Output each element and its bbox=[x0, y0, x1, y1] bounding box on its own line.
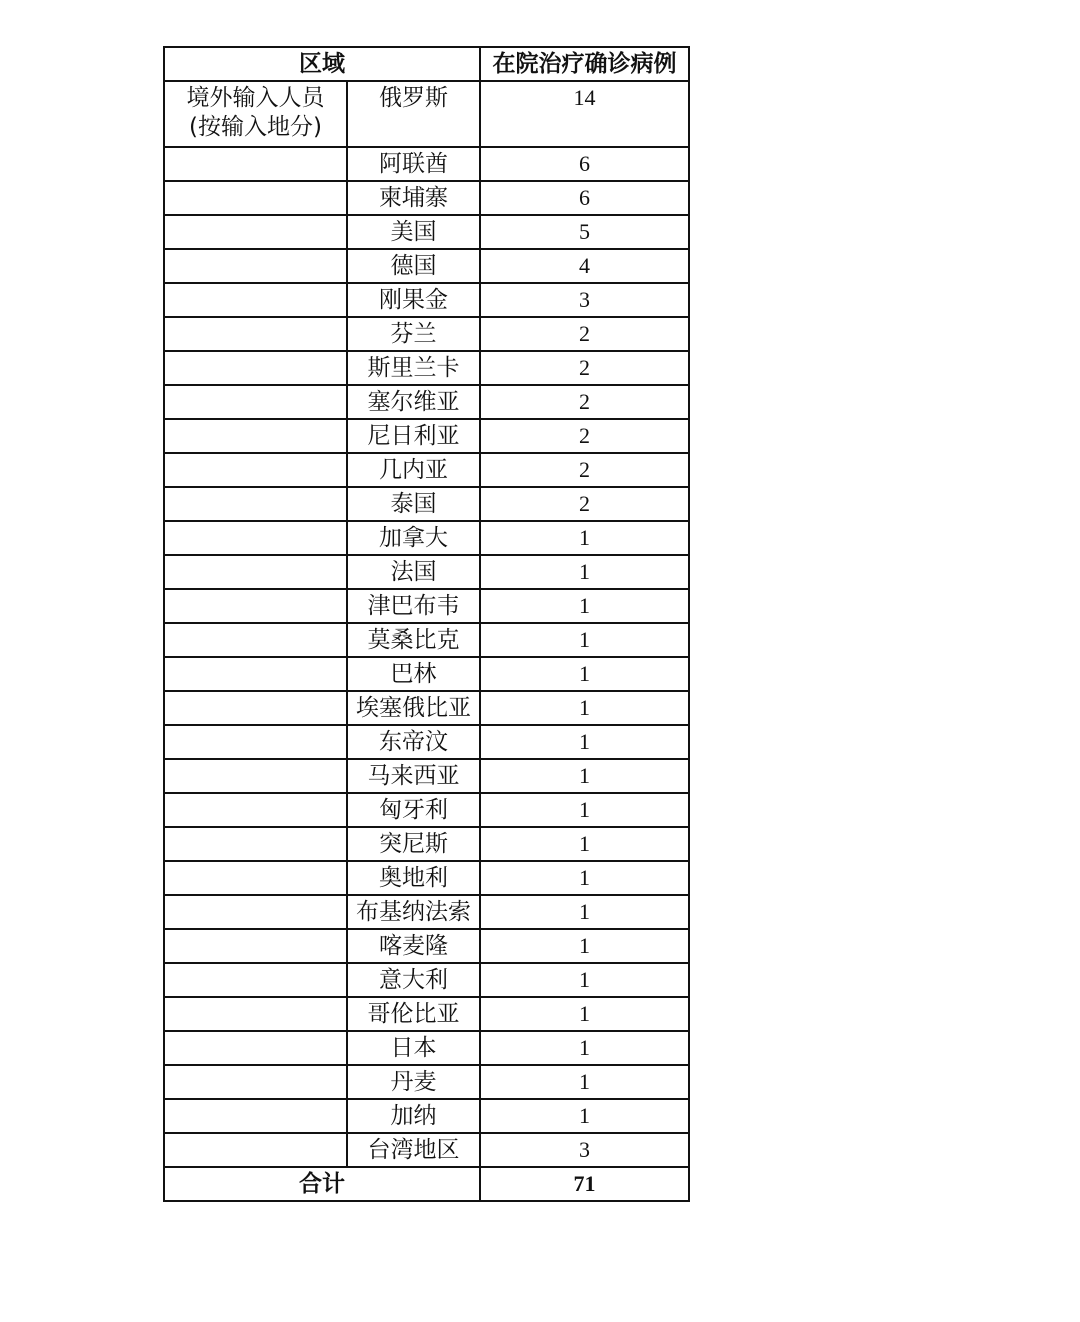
table-row bbox=[164, 725, 689, 759]
count-cell: 3 bbox=[480, 1133, 689, 1167]
place-cell: 俄罗斯 bbox=[347, 81, 480, 147]
total-count: 71 bbox=[480, 1167, 689, 1201]
group-label-line2: (按输入地分) bbox=[189, 114, 322, 140]
place-cell: 法国 bbox=[347, 555, 480, 589]
table-row bbox=[164, 1065, 689, 1099]
table-row bbox=[164, 181, 689, 215]
count-cell: 1 bbox=[480, 623, 689, 657]
count-cell: 2 bbox=[480, 453, 689, 487]
table-row bbox=[164, 929, 689, 963]
count-cell: 1 bbox=[480, 895, 689, 929]
empty-region-cell bbox=[164, 725, 347, 759]
count-cell: 1 bbox=[480, 657, 689, 691]
empty-region-cell bbox=[164, 657, 347, 691]
place-cell: 巴林 bbox=[347, 657, 480, 691]
table-row bbox=[164, 249, 689, 283]
empty-region-cell bbox=[164, 1133, 347, 1167]
count-cell: 14 bbox=[480, 81, 689, 147]
empty-region-cell bbox=[164, 555, 347, 589]
count-cell: 1 bbox=[480, 861, 689, 895]
place-cell: 阿联酋 bbox=[347, 147, 480, 181]
empty-region-cell bbox=[164, 283, 347, 317]
table-row bbox=[164, 657, 689, 691]
place-cell: 斯里兰卡 bbox=[347, 351, 480, 385]
table-row bbox=[164, 351, 689, 385]
empty-region-cell bbox=[164, 147, 347, 181]
empty-region-cell bbox=[164, 929, 347, 963]
empty-region-cell bbox=[164, 249, 347, 283]
place-cell: 哥伦比亚 bbox=[347, 997, 480, 1031]
count-cell: 1 bbox=[480, 1065, 689, 1099]
place-cell: 柬埔寨 bbox=[347, 181, 480, 215]
empty-region-cell bbox=[164, 793, 347, 827]
table-row bbox=[164, 1099, 689, 1133]
empty-region-cell bbox=[164, 827, 347, 861]
count-cell: 1 bbox=[480, 1099, 689, 1133]
place-cell: 奥地利 bbox=[347, 861, 480, 895]
count-cell: 1 bbox=[480, 759, 689, 793]
header-row bbox=[164, 47, 689, 81]
count-cell: 2 bbox=[480, 419, 689, 453]
empty-region-cell bbox=[164, 1031, 347, 1065]
table-row bbox=[164, 793, 689, 827]
place-cell: 莫桑比克 bbox=[347, 623, 480, 657]
group-label-line1: 境外输入人员 bbox=[186, 85, 325, 111]
table-row bbox=[164, 419, 689, 453]
count-cell: 1 bbox=[480, 521, 689, 555]
empty-region-cell bbox=[164, 691, 347, 725]
place-cell: 加纳 bbox=[347, 1099, 480, 1133]
place-cell: 尼日利亚 bbox=[347, 419, 480, 453]
empty-region-cell bbox=[164, 521, 347, 555]
table-row bbox=[164, 487, 689, 521]
total-label: 合计 bbox=[164, 1167, 480, 1201]
place-cell: 喀麦隆 bbox=[347, 929, 480, 963]
count-cell: 6 bbox=[480, 181, 689, 215]
table-row bbox=[164, 1031, 689, 1065]
table-row bbox=[164, 589, 689, 623]
table-row bbox=[164, 963, 689, 997]
place-cell: 日本 bbox=[347, 1031, 480, 1065]
empty-region-cell bbox=[164, 623, 347, 657]
place-cell: 塞尔维亚 bbox=[347, 385, 480, 419]
table-row bbox=[164, 759, 689, 793]
table-row bbox=[164, 317, 689, 351]
count-cell: 1 bbox=[480, 929, 689, 963]
count-cell: 3 bbox=[480, 283, 689, 317]
table-row bbox=[164, 623, 689, 657]
empty-region-cell bbox=[164, 895, 347, 929]
group-label bbox=[164, 81, 347, 147]
count-cell: 1 bbox=[480, 555, 689, 589]
empty-region-cell bbox=[164, 181, 347, 215]
empty-region-cell bbox=[164, 215, 347, 249]
place-cell: 刚果金 bbox=[347, 283, 480, 317]
table-row bbox=[164, 827, 689, 861]
table-row bbox=[164, 147, 689, 181]
place-cell: 芬兰 bbox=[347, 317, 480, 351]
count-cell: 1 bbox=[480, 725, 689, 759]
table-row bbox=[164, 895, 689, 929]
empty-region-cell bbox=[164, 963, 347, 997]
table-row bbox=[164, 1133, 689, 1167]
count-cell: 1 bbox=[480, 963, 689, 997]
empty-region-cell bbox=[164, 1065, 347, 1099]
place-cell: 匈牙利 bbox=[347, 793, 480, 827]
count-cell: 1 bbox=[480, 1031, 689, 1065]
count-cell: 2 bbox=[480, 385, 689, 419]
table-row bbox=[164, 81, 689, 147]
empty-region-cell bbox=[164, 487, 347, 521]
count-cell: 1 bbox=[480, 793, 689, 827]
header-count: 在院治疗确诊病例 bbox=[480, 47, 689, 81]
count-cell: 1 bbox=[480, 691, 689, 725]
table-row bbox=[164, 283, 689, 317]
empty-region-cell bbox=[164, 317, 347, 351]
empty-region-cell bbox=[164, 1099, 347, 1133]
place-cell: 马来西亚 bbox=[347, 759, 480, 793]
table-row bbox=[164, 691, 689, 725]
table-row bbox=[164, 521, 689, 555]
place-cell: 丹麦 bbox=[347, 1065, 480, 1099]
empty-region-cell bbox=[164, 453, 347, 487]
count-cell: 2 bbox=[480, 351, 689, 385]
table-row bbox=[164, 385, 689, 419]
count-cell: 2 bbox=[480, 317, 689, 351]
place-cell: 埃塞俄比亚 bbox=[347, 691, 480, 725]
total-row bbox=[164, 1167, 689, 1201]
table-row bbox=[164, 215, 689, 249]
empty-region-cell bbox=[164, 589, 347, 623]
place-cell: 美国 bbox=[347, 215, 480, 249]
place-cell: 布基纳法索 bbox=[347, 895, 480, 929]
count-cell: 5 bbox=[480, 215, 689, 249]
place-cell: 津巴布韦 bbox=[347, 589, 480, 623]
empty-region-cell bbox=[164, 861, 347, 895]
header-region: 区域 bbox=[164, 47, 480, 81]
count-cell: 1 bbox=[480, 589, 689, 623]
empty-region-cell bbox=[164, 759, 347, 793]
place-cell: 意大利 bbox=[347, 963, 480, 997]
table-row bbox=[164, 997, 689, 1031]
cases-table bbox=[163, 46, 690, 1202]
place-cell: 泰国 bbox=[347, 487, 480, 521]
empty-region-cell bbox=[164, 997, 347, 1031]
count-cell: 1 bbox=[480, 827, 689, 861]
count-cell: 6 bbox=[480, 147, 689, 181]
table-row bbox=[164, 861, 689, 895]
empty-region-cell bbox=[164, 385, 347, 419]
place-cell: 加拿大 bbox=[347, 521, 480, 555]
count-cell: 2 bbox=[480, 487, 689, 521]
place-cell: 几内亚 bbox=[347, 453, 480, 487]
place-cell: 东帝汶 bbox=[347, 725, 480, 759]
place-cell: 台湾地区 bbox=[347, 1133, 480, 1167]
empty-region-cell bbox=[164, 351, 347, 385]
table-row bbox=[164, 555, 689, 589]
place-cell: 突尼斯 bbox=[347, 827, 480, 861]
place-cell: 德国 bbox=[347, 249, 480, 283]
count-cell: 1 bbox=[480, 997, 689, 1031]
empty-region-cell bbox=[164, 419, 347, 453]
table-row bbox=[164, 453, 689, 487]
count-cell: 4 bbox=[480, 249, 689, 283]
